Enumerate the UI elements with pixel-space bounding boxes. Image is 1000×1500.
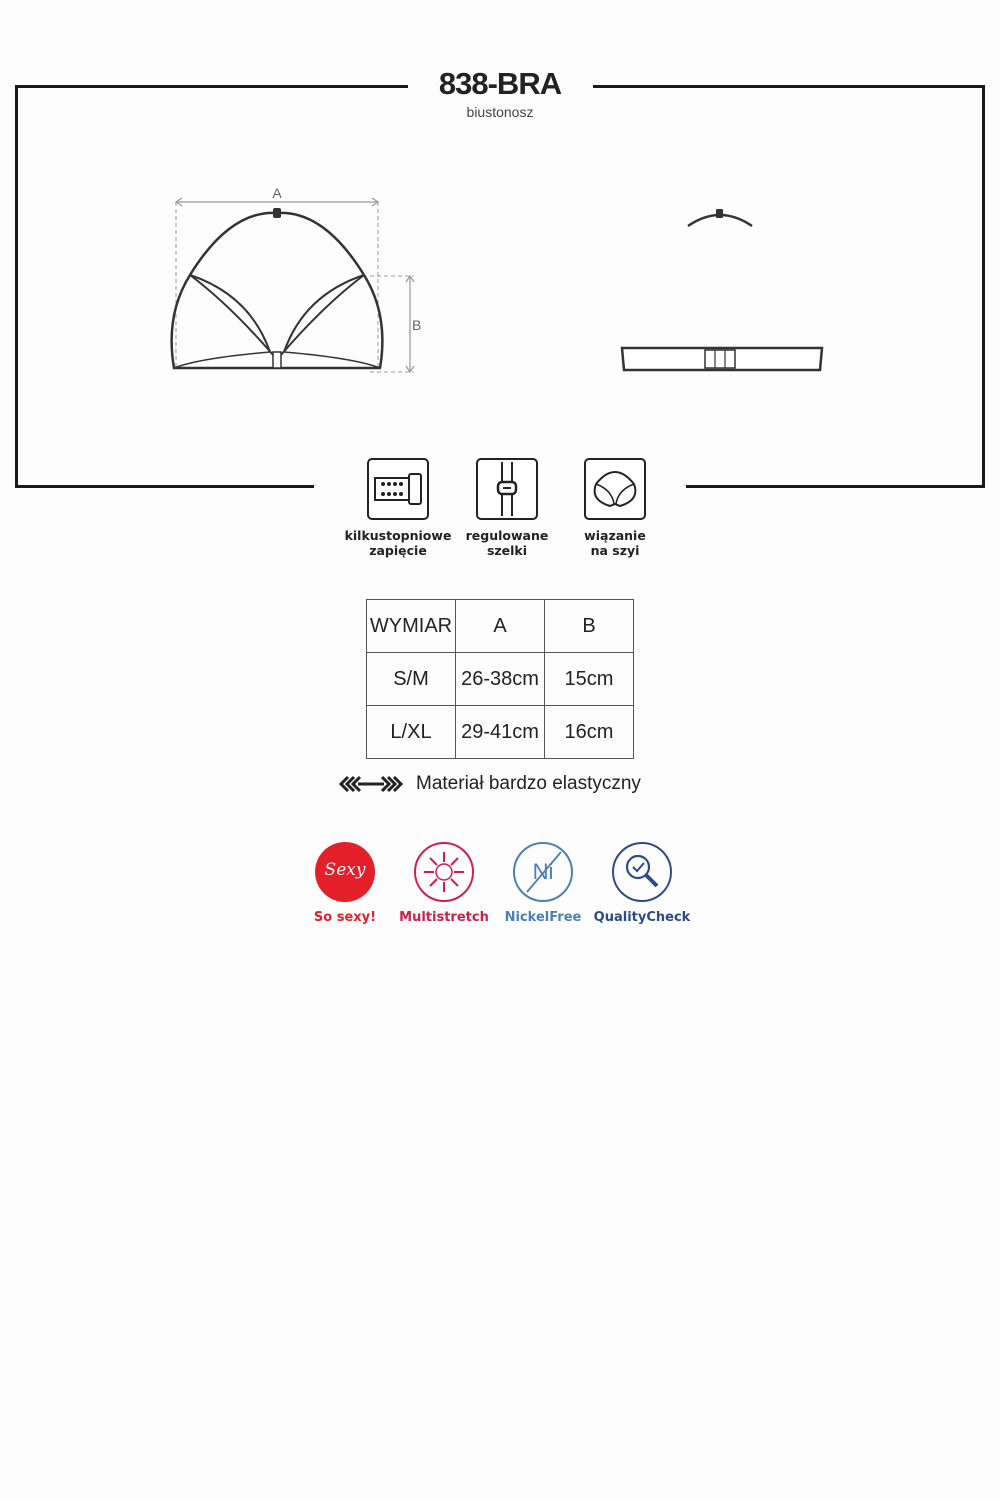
sexy-icon — [315, 842, 375, 902]
table-cell: 29-41cm — [456, 706, 545, 759]
material-note — [338, 770, 641, 798]
size-table — [366, 599, 634, 759]
nickel-symbol: Ni — [532, 859, 554, 884]
feature-label-line2: szelki — [486, 543, 528, 558]
frame-top-right — [593, 85, 985, 88]
badge-nickel-free — [488, 842, 598, 925]
table-row — [367, 706, 634, 759]
material-note-text: Materiał bardzo elastyczny — [416, 773, 641, 794]
multistretch-icon — [414, 842, 474, 902]
feature-adjustable-straps — [447, 458, 567, 558]
feature-hook-closure — [338, 458, 458, 558]
frame-bottom-left — [15, 485, 314, 488]
badge-label: QualityCheck — [593, 910, 691, 925]
stretch-arrows-icon — [338, 774, 404, 794]
frame-top-left — [15, 85, 408, 88]
table-cell: 26-38cm — [456, 653, 545, 706]
frame-right — [982, 85, 985, 488]
dimension-a-label: A — [272, 185, 282, 201]
badge-multistretch — [389, 842, 499, 925]
adjustable-strap-icon — [476, 458, 538, 520]
hook-closure-icon — [367, 458, 429, 520]
bra-back-diagram — [612, 200, 832, 380]
sexy-icon-text: Sexy — [324, 860, 366, 880]
frame-bottom-right — [686, 485, 985, 488]
bra-front-diagram — [160, 180, 440, 380]
quality-check-icon — [612, 842, 672, 902]
table-row — [367, 653, 634, 706]
feature-halter-neck — [555, 458, 675, 558]
table-header-cell: B — [545, 600, 634, 653]
dimension-b-label: B — [412, 317, 422, 333]
table-cell: S/M — [367, 653, 456, 706]
table-header-cell: WYMIAR — [367, 600, 456, 653]
badge-label: NickelFree — [504, 910, 582, 925]
table-cell: 16cm — [545, 706, 634, 759]
feature-label-line1: kilkustopniowe — [344, 528, 452, 543]
badge-label: Multistretch — [399, 910, 489, 925]
table-cell: 15cm — [545, 653, 634, 706]
halter-neck-icon — [584, 458, 646, 520]
table-header-row — [367, 600, 634, 653]
feature-label-line2: na szyi — [590, 543, 640, 558]
feature-label-line1: regulowane — [465, 528, 549, 543]
table-cell: L/XL — [367, 706, 456, 759]
table-header-cell: A — [456, 600, 545, 653]
nickel-free-icon — [513, 842, 573, 902]
frame-left — [15, 85, 18, 488]
feature-label-line2: zapięcie — [369, 543, 427, 558]
product-code: 838-BRA — [438, 66, 562, 101]
badge-label: So sexy! — [313, 910, 377, 925]
product-type: biustonosz — [466, 104, 534, 120]
badge-so-sexy — [290, 842, 400, 925]
feature-label-line1: wiązanie — [584, 528, 646, 543]
badge-quality-check — [587, 842, 697, 925]
